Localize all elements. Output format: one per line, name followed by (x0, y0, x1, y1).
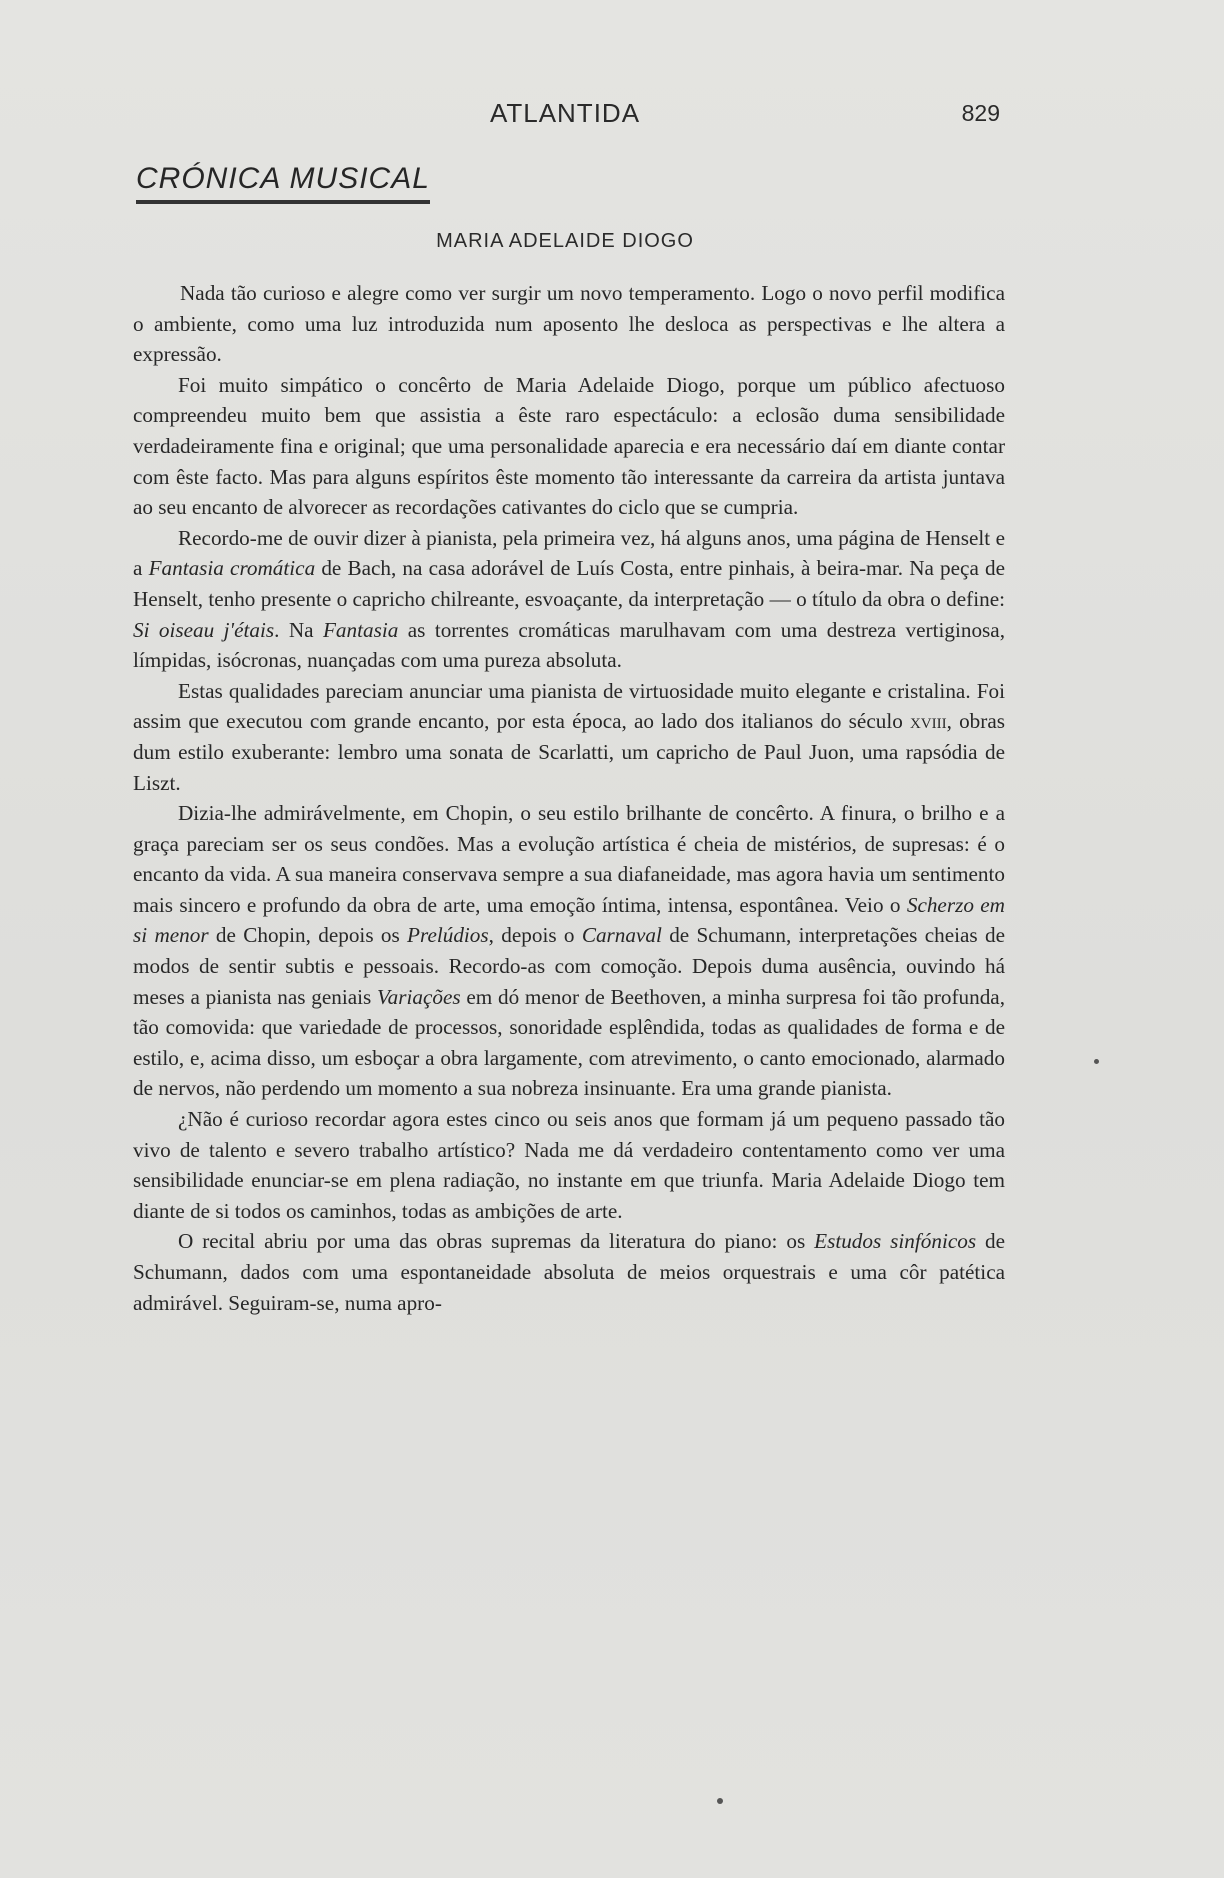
section-heading: CRÓNICA MUSICAL (136, 162, 430, 204)
article-title: MARIA ADELAIDE DIOGO (436, 230, 694, 252)
paragraph-4 (133, 676, 1005, 798)
paper-speck (1094, 1059, 1099, 1064)
work-title-scherzo: Scherzo em si menor (133, 892, 1005, 948)
paragraph-5-text-5: em dó menor de Beethoven, a minha surpresa foi tão profunda, tão comovida: que variedade de processos, sonoridade esplêndida, todas as qualidades de forma e de estilo, e, acima disso, um esboçar a obra largamente, com atrevimento, o canto emocionado, alarmado de nervos, não perdendo um momento a sua nobreza insinuante. Era uma grande pianista. (133, 984, 1006, 1101)
paragraph-4-text-2: , obras dum estilo exuberante: lembro uma sonata de Scarlatti, um capricho de Paul Juon, uma rapsódia de Liszt. (133, 709, 1005, 795)
work-title-estudos-sinfonicos: Estudos sinfónicos (814, 1229, 977, 1254)
paper-speck (717, 1798, 723, 1804)
paragraph-3 (133, 523, 1005, 676)
paragraph-4-text-1: Estas qualidades pareciam anunciar uma pianista de virtuosidade muito elegante e cristalina. Foi assim que executou com grande encanto, por esta época, ao lado dos italianos do século (133, 678, 1005, 734)
paragraph-3-text-4: as torrentes cromáticas marulhavam com uma destreza vertiginosa, límpidas, isócronas, nuançadas com uma pureza absoluta. (133, 617, 1005, 673)
work-title-si-oiseau: Si oiseau j'étais (133, 617, 275, 642)
paragraph-5 (133, 798, 1005, 1104)
paragraph-6: ¿Não é curioso recordar agora estes cinco ou seis anos que formam já um pequeno passado tão vivo de talento e severo trabalho artístico? Nada me dá verdadeiro contentamento como ver uma sensibilidade enunciar-se em plena radiação, no instante em que triunfa. Maria Adelaide Diogo tem diante de si todos os caminhos, todas as ambições de arte. (133, 1107, 1005, 1223)
paragraph-5-text-1: Dizia-lhe admirávelmente, em Chopin, o seu estilo brilhante de concêrto. A finura, o brilho e a graça pareciam ser os seus condões. Mas a evolução artística é cheia de mistérios, de supresas: é o encanto da vida. A sua maneira conservava sempre a sua diafaneidade, mas agora havia um sentimento mais sincero e profundo da obra de arte, uma emoção íntima, intensa, espontânea. Veio o (133, 801, 1005, 917)
paragraph-5-text-2: de Chopin, depois os (208, 923, 408, 948)
article-body (133, 278, 1005, 1318)
paragraph-3-text-2: de Bach, na casa adorável de Luís Costa, entre pinhais, à beira-mar. Na peça de Henselt, tenho presente o capricho chilreante, esvoaçante, da interpretação — o título da obra o define: (133, 556, 1006, 611)
work-title-carnaval: Carnaval (581, 923, 662, 948)
page-number: 829 (961, 100, 1000, 126)
work-title-preludios: Prelúdios (407, 923, 489, 948)
work-title-fantasia-cromatica: Fantasia cromática (148, 556, 316, 581)
paragraph-7-text-1: O recital abriu por uma das obras supremas da literatura do piano: os (178, 1229, 815, 1254)
paragraph-1: Nada tão curioso e alegre como ver surgir um novo temperamento. Logo o novo perfil modifica o ambiente, como uma luz introduzida num aposento lhe desloca as perspectivas e lhe altera a expressão. (133, 281, 1005, 367)
paragraph-7 (133, 1226, 1005, 1318)
century-numeral: xviii (909, 709, 947, 734)
paragraph-3-text-3: . Na (274, 617, 323, 642)
paragraph-3-text-1: Recordo-me de ouvir dizer à pianista, pela primeira vez, há alguns anos, uma página de Henselt e a (133, 525, 1005, 581)
running-head (130, 98, 1000, 134)
work-title-variacoes: Variações (377, 984, 461, 1009)
work-title-fantasia: Fantasia (322, 617, 399, 642)
paragraph-2: Foi muito simpático o concêrto de Maria Adelaide Diogo, porque um público afectuoso compreendeu muito bem que assistia a êste raro espectáculo: a eclosão duma sensibilidade verdadeiramente fina e original; que uma personalidade aparecia e era necessário daí em diante contar com êste facto. Mas para alguns espíritos êste momento tão interessante da carreira da artista juntava ao seu encanto de alvorecer as recordações cativantes do ciclo que se cumpria. (133, 372, 1005, 520)
journal-title: ATLANTIDA (489, 98, 641, 128)
paragraph-5-text-3: , depois o (488, 923, 582, 948)
paragraph-7-text-2: de Schumann, dados com uma espontaneidade absoluta de meios orquestrais e uma côr patética admirável. Seguiram-se, numa apro- (133, 1229, 1006, 1315)
paragraph-5-text-4: de Schumann, interpretações cheias de modos de sentir subtis e pessoais. Recordo-as com comoção. Depois duma ausência, ouvindo há meses a pianista nas geniais (133, 923, 1005, 1009)
